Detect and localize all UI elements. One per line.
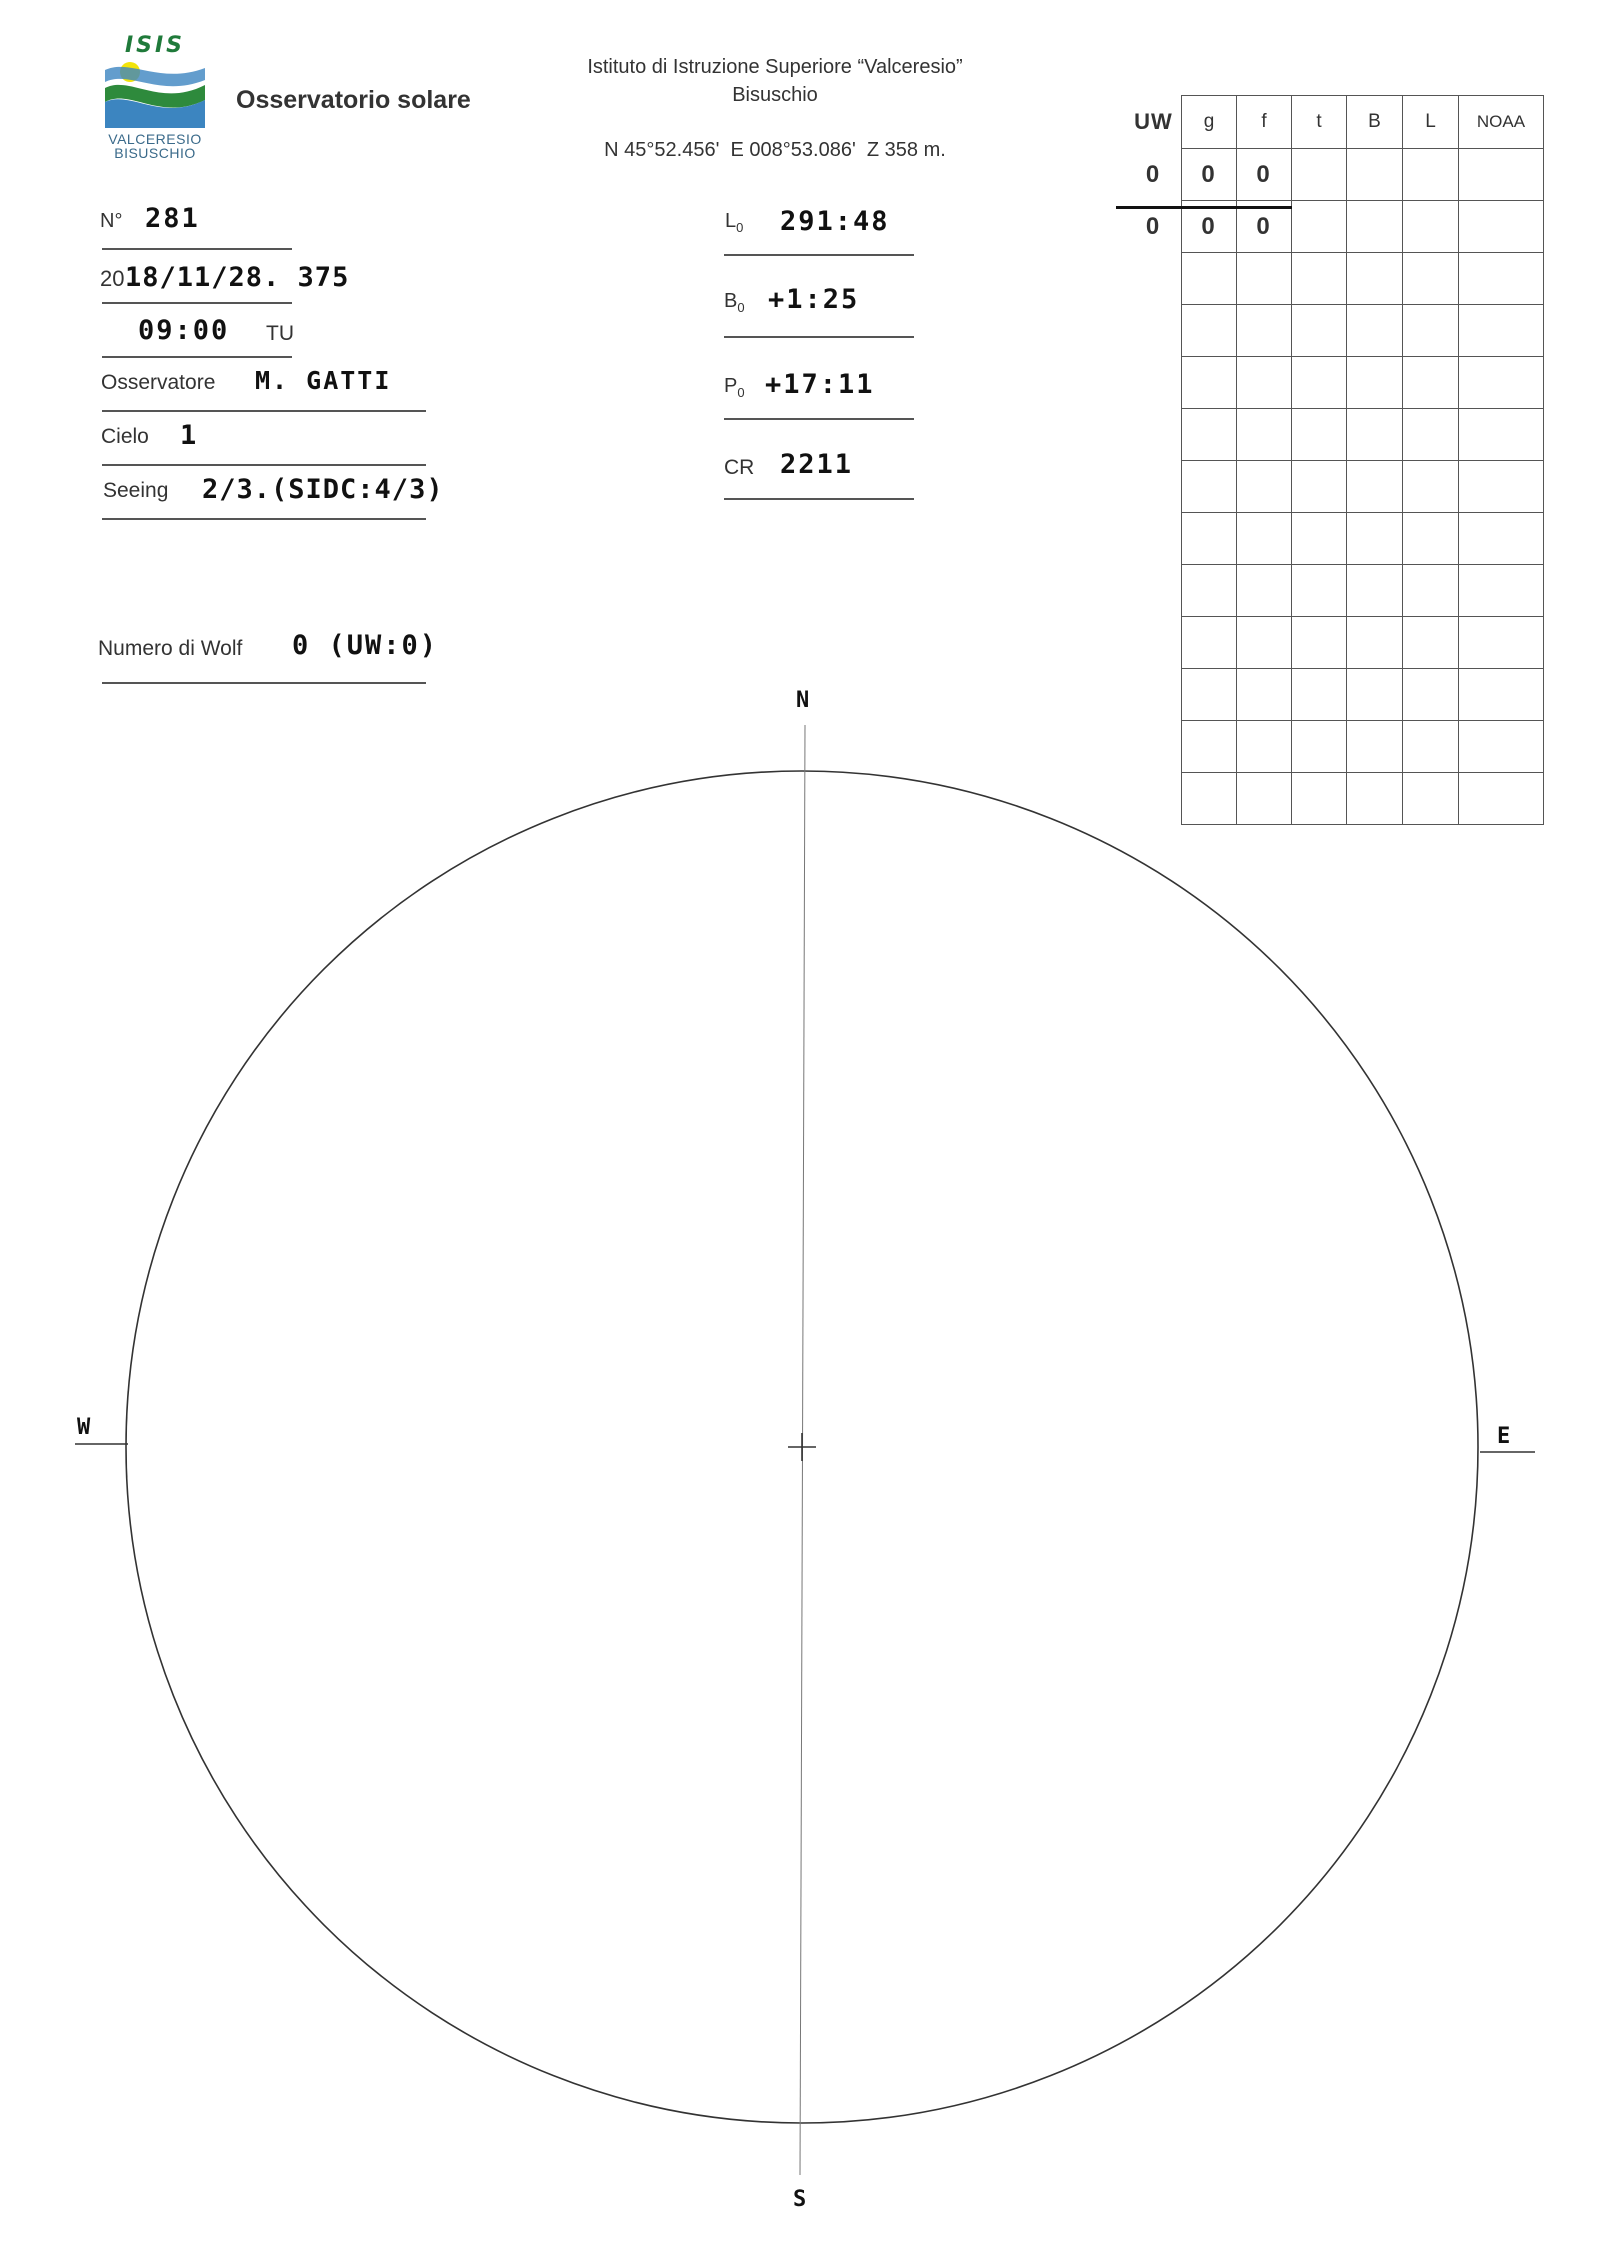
cr-label: CR (724, 456, 755, 479)
l0-value: 291:48 (780, 206, 890, 237)
seeing-label: Seeing (103, 479, 169, 502)
institute-line-2: Bisuschio (732, 84, 818, 106)
wolf-value: 0 (UW:0) (292, 630, 439, 661)
b0-value: +1:25 (768, 284, 860, 315)
l0-label: $L_0$ (725, 210, 744, 235)
date-value: 18/11/28. 375 (125, 262, 350, 293)
time-value: 09:00 (138, 315, 230, 346)
sky-value: 1 (180, 420, 199, 451)
table-cell[interactable]: 0 (1145, 160, 1162, 188)
table-header-g: g (1182, 96, 1237, 149)
north-label: N (796, 688, 812, 713)
time-unit: TU (266, 322, 294, 345)
seeing-value: 2/3.(SIDC:4/3) (202, 474, 444, 505)
p0-label: $P_0$ (724, 375, 745, 400)
wolf-label: Numero di Wolf (98, 637, 243, 660)
observer-value: M. GATTI (255, 366, 392, 395)
table-header-b: B (1347, 96, 1403, 149)
table-header-l: L (1403, 96, 1459, 149)
table-header-uw: UW (1134, 109, 1173, 134)
logo-line-2: BISUSCHIO (114, 145, 196, 161)
b0-label: $B_0$ (724, 290, 745, 315)
svg-text:ISIS: ISIS (124, 33, 186, 58)
cr-value: 2211 (780, 449, 854, 480)
table-cell[interactable]: 0 (1145, 212, 1162, 240)
date-prefix: 20 (100, 266, 125, 291)
table-header-t: t (1292, 96, 1347, 149)
table-cell[interactable]: 0 (1182, 201, 1237, 253)
east-label: E (1497, 1424, 1513, 1449)
sky-label: Cielo (101, 425, 149, 448)
table-header-noaa: NOAA (1459, 96, 1544, 149)
table-header-f: f (1237, 96, 1292, 149)
p0-value: +17:11 (765, 369, 875, 400)
observer-label: Osservatore (101, 371, 216, 394)
number-label: N° (100, 210, 123, 232)
table-cell[interactable]: 0 (1237, 149, 1292, 201)
observatory-coordinates: N 45°52.456' E 008°53.086' Z 358 m. (604, 139, 946, 161)
number-value: 281 (145, 203, 200, 234)
south-label: S (793, 2187, 809, 2212)
logo-line-1: VALCERESIO (108, 131, 202, 147)
page-title: Osservatorio solare (236, 86, 471, 114)
table-cell[interactable]: 0 (1182, 149, 1237, 201)
institute-line-1: Istituto di Istruzione Superiore “Valceresio” (587, 56, 963, 78)
west-label: W (77, 1415, 93, 1440)
table-cell[interactable]: 0 (1237, 201, 1292, 253)
